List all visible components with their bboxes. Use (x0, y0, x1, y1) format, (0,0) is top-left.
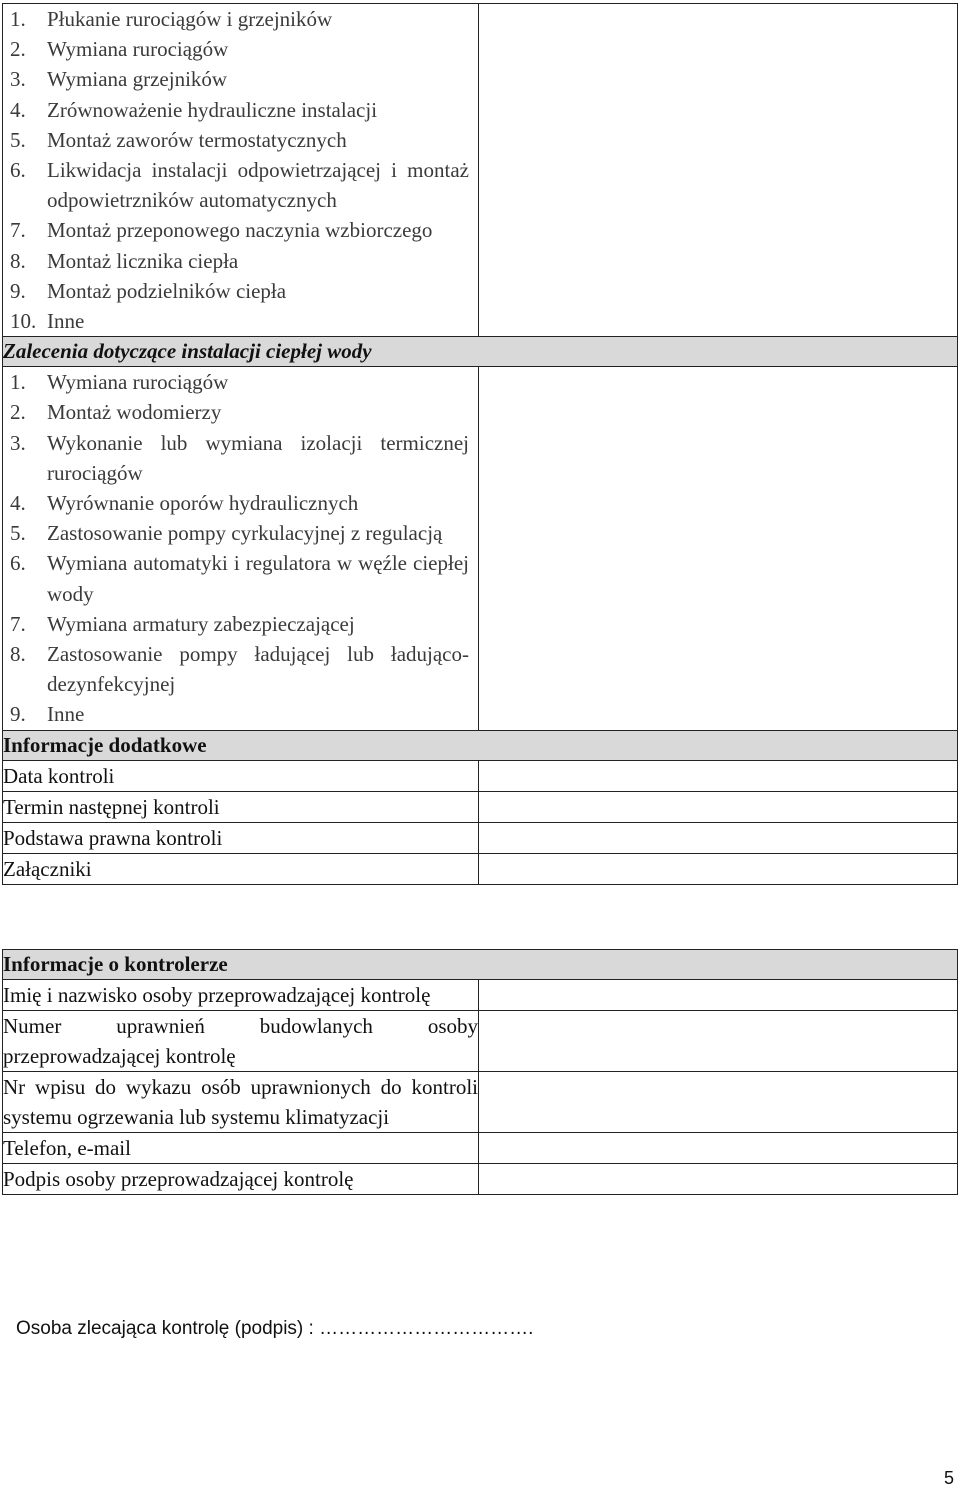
table-row (3, 980, 958, 1011)
table-row (3, 1164, 958, 1195)
contact-value[interactable] (479, 1133, 958, 1164)
item-text: Wymiana armatury zabezpieczającej (47, 611, 355, 636)
hot-water-header-row (3, 337, 958, 367)
item-number: 6. (10, 551, 26, 576)
hot-water-section-title: Zalecenia dotyczące instalacji ciepłej wody (3, 337, 958, 367)
item-number: 3. (10, 430, 26, 455)
list-item (10, 34, 469, 64)
legal-basis-label: Podstawa prawna kontroli (3, 822, 479, 853)
item-text: Montaż zaworów termostatycznych (47, 127, 347, 152)
table-row (3, 1072, 958, 1133)
page-number: 5 (943, 1468, 954, 1488)
table-row (3, 791, 958, 822)
hot-water-recommendations-list (3, 367, 478, 729)
attachments-value[interactable] (479, 853, 958, 884)
table-row (3, 1011, 958, 1072)
item-number: 4. (10, 97, 26, 122)
item-text: Wykonanie lub wymiana izolacji termicznej rurociągów (47, 430, 469, 485)
item-text: Montaż przeponowego naczynia wzbiorczego (47, 218, 433, 243)
license-number-value[interactable] (479, 1011, 958, 1072)
item-text: Zrównoważenie hydrauliczne instalacji (47, 97, 378, 122)
list-item (10, 518, 469, 548)
table-row (3, 822, 958, 853)
table-row (3, 1133, 958, 1164)
list-item (10, 215, 469, 245)
item-number: 9. (10, 278, 26, 303)
item-number: 5. (10, 127, 26, 152)
table-row (3, 760, 958, 791)
item-number: 1. (10, 7, 26, 31)
list-item (10, 4, 469, 34)
list-item (10, 639, 469, 699)
recommendations-table (2, 3, 958, 885)
item-number: 8. (10, 642, 26, 667)
list-item (10, 428, 469, 488)
inspection-date-value[interactable] (479, 760, 958, 791)
item-text: Wymiana rurociągów (47, 37, 229, 62)
item-text: Inne (47, 702, 85, 727)
item-number: 5. (10, 521, 26, 546)
item-number: 1. (10, 370, 26, 395)
inspector-info-table (2, 949, 958, 1195)
inspector-signature-label: Podpis osoby przeprowadzającej kontrolę (3, 1164, 479, 1195)
hot-water-recommendations-answer-cell[interactable] (479, 367, 958, 730)
item-text: Montaż licznika ciepła (47, 248, 239, 273)
heating-recommendations-row (3, 4, 958, 337)
inspector-section-title: Informacje o kontrolerze (3, 950, 958, 980)
additional-info-header-row (3, 730, 958, 760)
commissioner-signature-line: Osoba zlecająca kontrolę (podpis) : ……………………………. (16, 1318, 534, 1339)
list-item (10, 548, 469, 608)
list-item (10, 246, 469, 276)
registry-number-label: Nr wpisu do wykazu osób uprawnionych do kontroli systemu ogrzewania lub systemu klimatyzacji (3, 1072, 479, 1133)
inspector-name-label: Imię i nazwisko osoby przeprowadzającej kontrolę (3, 980, 479, 1011)
item-text: Wymiana rurociągów (47, 370, 229, 395)
inspector-name-value[interactable] (479, 980, 958, 1011)
item-number: 4. (10, 491, 26, 516)
list-item (10, 276, 469, 306)
list-item (10, 367, 469, 397)
contact-label: Telefon, e-mail (3, 1133, 479, 1164)
list-item (10, 699, 469, 729)
item-number: 6. (10, 158, 26, 183)
item-text: Wymiana grzejników (47, 67, 228, 92)
list-item (10, 488, 469, 518)
list-item (10, 64, 469, 94)
item-text: Likwidacja instalacji odpowietrzającej i montaż odpowietrzników automatycznych (47, 158, 469, 213)
additional-info-section-title: Informacje dodatkowe (3, 730, 958, 760)
item-text: Wyrównanie oporów hydraulicznych (47, 491, 359, 516)
registry-number-value[interactable] (479, 1072, 958, 1133)
item-number: 2. (10, 37, 26, 62)
item-text: Płukanie rurociągów i grzejników (47, 7, 333, 31)
list-item (10, 95, 469, 125)
heating-recommendations-answer-cell[interactable] (479, 4, 958, 337)
item-number: 9. (10, 702, 26, 727)
item-text: Montaż wodomierzy (47, 400, 222, 425)
item-number: 8. (10, 248, 26, 273)
list-item (10, 155, 469, 215)
heating-recommendations-list-cell (3, 4, 479, 337)
list-item (10, 397, 469, 427)
inspector-header-row (3, 950, 958, 980)
item-text: Montaż podzielników ciepła (47, 278, 287, 303)
item-text: Zastosowanie pompy ładującej lub ładująco-dezynfekcyjnej (47, 642, 469, 697)
attachments-label: Załączniki (3, 853, 479, 884)
heating-recommendations-list (3, 4, 478, 336)
hot-water-recommendations-list-cell (3, 367, 479, 730)
license-number-label: Numer uprawnień budowlanych osoby przeprowadzającej kontrolę (3, 1011, 479, 1072)
inspection-date-label: Data kontroli (3, 760, 479, 791)
list-item (10, 609, 469, 639)
table-row (3, 853, 958, 884)
item-text: Wymiana automatyki i regulatora w węźle ciepłej wody (47, 551, 469, 606)
next-inspection-label: Termin następnej kontroli (3, 791, 479, 822)
list-item (10, 125, 469, 155)
legal-basis-value[interactable] (479, 822, 958, 853)
item-number: 10. (10, 309, 37, 334)
next-inspection-value[interactable] (479, 791, 958, 822)
item-number: 2. (10, 400, 26, 425)
inspector-signature-value[interactable] (479, 1164, 958, 1195)
hot-water-recommendations-row (3, 367, 958, 730)
item-number: 3. (10, 67, 26, 92)
item-text: Zastosowanie pompy cyrkulacyjnej z regulacją (47, 521, 443, 546)
item-number: 7. (10, 611, 26, 636)
list-item (10, 306, 469, 336)
item-text: Inne (47, 309, 85, 334)
item-number: 7. (10, 218, 26, 243)
